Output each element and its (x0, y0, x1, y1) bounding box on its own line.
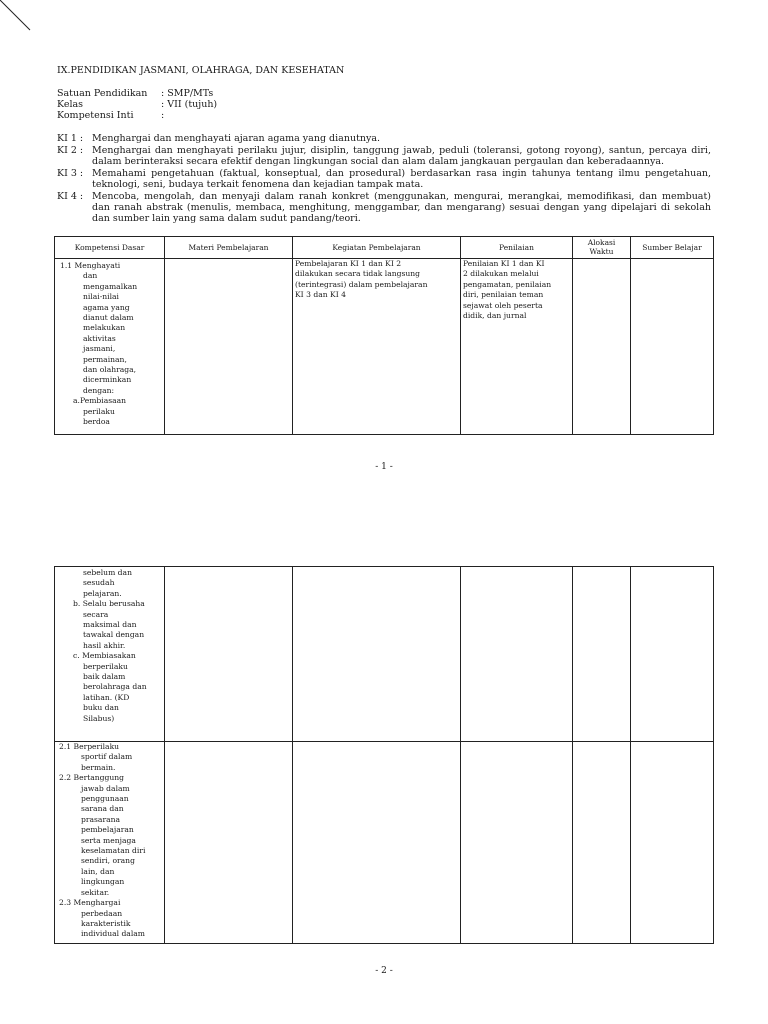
cell-line: Pembelajaran KI 1 dan KI 2 (295, 259, 402, 268)
col-divider (572, 237, 573, 434)
col-divider (164, 567, 165, 943)
ki-code: KI 4 : (57, 191, 84, 202)
cell-line: aktivitas (83, 333, 116, 343)
col-divider (292, 237, 293, 434)
ki-code: KI 1 : (57, 133, 84, 144)
cell-line: keselamatan diri (81, 846, 146, 856)
row-divider (55, 741, 713, 742)
ki-line: dan sumber lain yang sama dalam sudut pandang/teori. (92, 213, 361, 225)
cell-line: lain, dan (81, 866, 115, 876)
ki-line: Menghargai dan menghayati ajaran agama yang dianutnya. (92, 133, 381, 144)
cell-line: sejawat oleh peserta (463, 300, 543, 310)
cell-line: dianut dalam (83, 313, 134, 323)
cell-line: sebelum dan (83, 568, 132, 577)
meta-value: : (161, 110, 165, 121)
header-alokasi: Alokasi (587, 238, 616, 247)
cell-line: jawab dalam (81, 783, 130, 793)
cell-line: c. Membiasakan (73, 651, 136, 661)
cell-line: individual dalam (81, 929, 145, 939)
cell-line: melakukan (83, 323, 126, 333)
silabus-table-page-1 (54, 236, 714, 435)
cell-line: berdoa (83, 417, 110, 427)
cell-kd-1-1-continued (60, 568, 147, 724)
cell-line: pembelajaran (81, 825, 134, 835)
silabus-table-page-2 (54, 566, 714, 944)
cell-line: Penilaian KI 1 dan KI (463, 259, 545, 268)
ki-3 (57, 168, 711, 190)
cell-line: a.Pembiasaan (73, 396, 127, 406)
ki-line: dalam berinteraksi secara efektif dengan lingkungan social dan alam dalam jangkauan pergaulan dan keberadaannya. (92, 156, 665, 168)
ki-line: dan ranah abstrak (menulis, membaca, menghitung, menggambar, dan mengarang) sesuai dengan yang dipelajari di sekolah (92, 202, 711, 214)
header-sumber: Sumber Belajar (642, 243, 702, 252)
cell-line: karakteristik (81, 918, 131, 928)
cell-line: Silabus) (83, 713, 115, 723)
cell-line: berperilaku (83, 661, 128, 671)
cell-line: bermain. (81, 762, 116, 772)
cell-line: b. Selalu berusaha (73, 599, 145, 609)
cell-line: diri, penilaian teman (463, 290, 544, 300)
cell-line: perbedaan (81, 908, 123, 918)
header-waktu: Waktu (589, 247, 614, 256)
cell-line: penggunaan (81, 794, 129, 804)
cell-line: baik dalam (83, 672, 126, 682)
cell-line: secara (83, 609, 109, 619)
cell-kd-1-1 (60, 261, 137, 428)
ki-line: teknologi, seni, budaya terkait fenomena dan kejadian tampak mata. (92, 179, 424, 191)
cell-kd-2 (59, 742, 145, 940)
cell-line: dicerminkan (83, 375, 132, 385)
cell-kegiatan (295, 259, 427, 301)
page-number: - 1 - (375, 462, 393, 472)
cell-line: permainan, (83, 354, 127, 364)
header-kegiatan: Kegiatan Pembelajaran (332, 243, 421, 252)
cell-line: latihan. (KD (83, 692, 130, 702)
cell-line: lingkungan (81, 877, 125, 887)
meta-label: Kelas (57, 99, 84, 110)
cell-line: berolahraga dan (83, 682, 147, 692)
cell-line: perilaku (83, 406, 115, 416)
cell-line: mengamalkan (83, 281, 138, 291)
cell-line: KI 3 dan KI 4 (295, 290, 346, 300)
cell-line: 2.1 Berperilaku (59, 742, 120, 751)
meta-label: Kompetensi Inti (57, 110, 134, 121)
col-divider (572, 567, 573, 943)
document-title: IX.PENDIDIKAN JASMANI, OLAHRAGA, DAN KESEHATAN (57, 65, 345, 76)
ki-2 (57, 145, 711, 167)
cell-line: maksimal dan (83, 620, 137, 630)
cell-line: sesudah (83, 578, 115, 588)
col-divider (630, 237, 631, 434)
col-divider (292, 567, 293, 943)
meta-value: : SMP/MTs (161, 88, 214, 99)
cell-line: (terintegrasi) dalam pembelajaran (295, 279, 428, 289)
cell-penilaian (463, 259, 551, 321)
ki-code: KI 3 : (57, 168, 84, 179)
cell-line: agama yang (83, 302, 130, 312)
cell-line: pelajaran. (83, 588, 122, 598)
cell-line: tawakal dengan (83, 630, 145, 640)
cell-line: dan (83, 271, 98, 281)
header-materi: Materi Pembelajaran (188, 243, 269, 252)
ki-code: KI 2 : (57, 145, 84, 156)
cell-line: sendiri, orang (81, 856, 135, 866)
cell-line: dan olahraga, (83, 365, 137, 375)
col-divider (460, 567, 461, 943)
cell-line: 2.2 Bertanggung (59, 773, 125, 783)
cell-line: pengamatan, penilaian (463, 279, 552, 289)
cell-line: 2 dilakukan melalui (463, 269, 539, 279)
header-kompetensi-dasar: Kompetensi Dasar (74, 243, 145, 252)
ki-line: Memahami pengetahuan (faktual, konseptual, dan prosedural) berdasarkan rasa ingin tahunya tentang ilmu pengetahuan, (92, 168, 711, 179)
cell-line: 2.3 Menghargai (59, 898, 121, 908)
cell-line: sportif dalam (81, 752, 133, 762)
cell-line: buku dan (83, 703, 119, 713)
cell-line: didik, dan jurnal (463, 311, 527, 321)
ki-4 (57, 191, 711, 225)
cell-line: nilai-nilai (83, 292, 119, 302)
col-divider (460, 237, 461, 434)
cell-line: jasmani, (83, 344, 116, 354)
cell-line: sarana dan (81, 804, 124, 814)
col-divider (164, 237, 165, 434)
corner-line (0, 0, 768, 40)
ki-line: Menghargai dan menghayati perilaku jujur, disiplin, tanggung jawab, peduli (toleransi, gotong royong), santun, percaya diri, (92, 145, 711, 156)
ki-line: Mencoba, mengolah, dan menyaji dalam ranah konkret (menggunakan, mengurai, merangkai, memodifikasi, dan membuat) (92, 191, 711, 202)
header-penilaian: Penilaian (499, 243, 534, 252)
cell-line: serta menjaga (81, 835, 136, 845)
meta-value: : VII (tujuh) (161, 99, 218, 110)
cell-line: prasarana (81, 814, 121, 824)
meta-label: Satuan Pendidikan (57, 88, 148, 99)
ki-1 (57, 133, 711, 144)
cell-line: dilakukan secara tidak langsung (295, 269, 421, 279)
cell-line: 1.1 Menghayati (60, 261, 121, 270)
cell-line: dengan: (83, 385, 115, 395)
col-divider (630, 567, 631, 943)
page-number: - 2 - (375, 966, 393, 976)
cell-line: hasil akhir. (83, 640, 126, 650)
cell-line: sekitar. (81, 887, 110, 897)
